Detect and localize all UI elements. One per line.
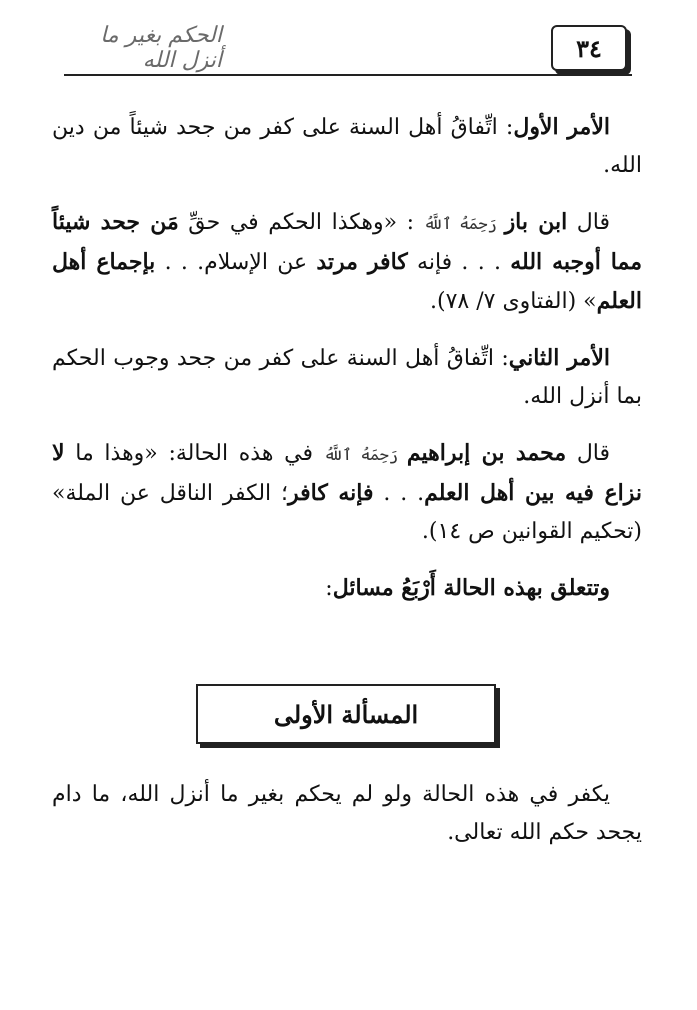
honorific-glyph: رَحِمَهُ ٱللَّهُ [323, 445, 407, 464]
header-divider [64, 74, 632, 76]
page-number: ٣٤ [551, 25, 627, 71]
paragraph-first-matter: الأمر الأول: اتِّفاقُ أهل السنة على كفر من جحد شيئاً من دين الله. [52, 114, 642, 178]
paragraph-four-issues: وتتعلق بهذه الحالة أَرْبَعُ مسائل: [325, 575, 610, 601]
paragraph-second-matter: الأمر الثاني: اتِّفاقُ أهل السنة على كفر من جحد وجوب الحكم بما أنزل الله. [52, 345, 642, 409]
paragraph-first-issue: يكفر في هذه الحالة ولو لم يحكم بغير ما أنزل الله، ما دام يجحد حكم الله تعالى. [52, 782, 642, 845]
paragraph-ibrahim-quote: قال محمد بن إبراهيم رَحِمَهُ ٱللَّهُ في هذه الحالة: «وهذا ما لا نزاع فيه بين أهل العلم. . . فإنه كافر؛ الكفر الناقل عن الملة» (تحكيم القوانين ص ١٤). [52, 440, 642, 544]
page-body-continued [52, 776, 642, 870]
page-body [52, 108, 642, 626]
paragraph-ibn-baz-quote: قال ابن باز رَحِمَهُ ٱللَّهُ : «وهكذا الحكم في حقِّ مَن جحد شيئاً مما أوجبه الله . . . فإنه كافر مرتد عن الإسلام. . . بإجماع أهل العلم» (الفتاوى ٧/ ٧٨). [52, 209, 642, 314]
honorific-glyph: رَحِمَهُ ٱللَّهُ [423, 214, 505, 233]
running-header-title: الحكم بغير ما أنزل الله [100, 23, 222, 73]
section-heading-box: المسألة الأولى [196, 684, 496, 744]
